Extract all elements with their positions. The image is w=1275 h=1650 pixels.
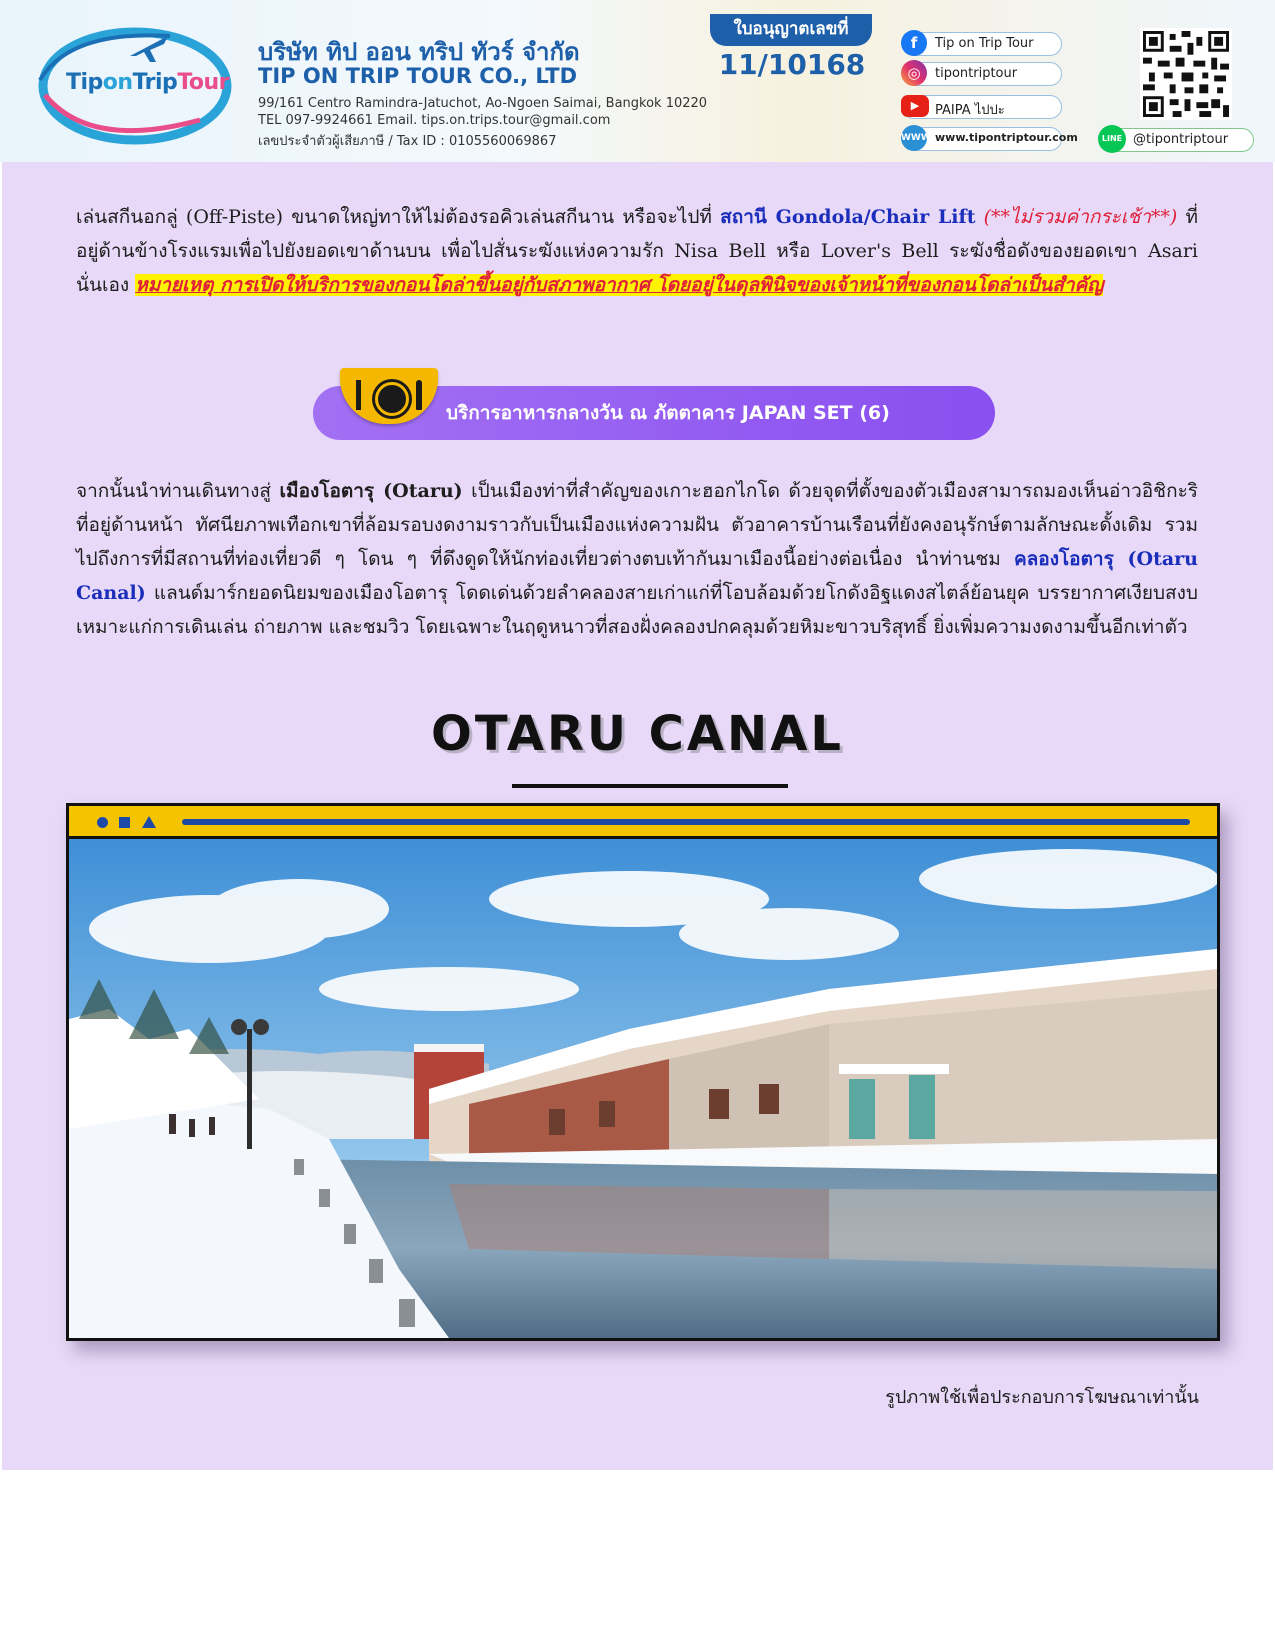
company-tax-id: เลขประจำตัวผู้เสียภาษี / Tax ID : 0105560069867 — [258, 134, 557, 149]
letterhead — [0, 0, 1275, 162]
facebook-link[interactable] — [902, 32, 1062, 56]
plate-icon — [375, 382, 409, 416]
facebook-label: Tip on Trip Tour — [935, 36, 1034, 51]
image-disclaimer: รูปภาพใช้เพื่อประกอบการโฆษณาเท่านั้น — [885, 1387, 1199, 1408]
youtube-icon: ▶ — [901, 95, 929, 117]
company-logo — [66, 70, 229, 95]
youtube-label: PAIPA ไปปะ — [935, 103, 1005, 118]
gondola-remark: หมายเหตุ การเปิดให้บริการของกอนโดล่าขึ้นอยู่กับสภาพอากาศ โดยอยู่ในดุลพินิจของเจ้าหน้าที่ของกอนโดล่าเป็นสำคัญ — [135, 274, 1104, 296]
photo-frame — [66, 803, 1220, 1341]
facebook-icon: f — [901, 30, 927, 56]
otaru-city: เมืองโอตารุ (Otaru) — [279, 480, 463, 502]
fork-icon — [356, 380, 361, 410]
globe-icon: WWW — [901, 125, 927, 151]
section-title: OTARU CANAL — [431, 706, 844, 762]
p2-text-3: แลนด์มาร์กยอดนิยมของเมืองโอตารุ โดดเด่นด้วยลำคลองสายเก่าแก่ที่โอบล้อมด้วยโกดังอิฐแดงสไตล์ย้อนยุค บรรยากาศเงียบสงบ เหมาะแก่การเดินเล่น ถ่ายภาพ และชมวิว โดยเฉพาะในฤดูหนาวที่สองฝั่งคลองปกคลุมด้วยหิมะขาวบริสุทธิ์ ยิ่งเพิ่มความงดงามขึ้นอีกเท่าตัว — [76, 582, 1198, 638]
line-link[interactable] — [1100, 128, 1254, 152]
triangle-icon — [142, 816, 156, 828]
p2-text-1: จากนั้นนำท่านเดินทางสู่ — [76, 480, 280, 502]
otaru-canal-name: คลองโอตารุ (Otaru Canal) — [76, 548, 1198, 604]
frame-toolbar — [69, 806, 1217, 839]
airplane-icon — [128, 30, 172, 66]
knife-icon — [416, 380, 422, 410]
license-number: 11/10168 — [718, 48, 866, 81]
gondola-station: สถานี Gondola/Chair Lift — [720, 206, 976, 228]
p2-text-2: เป็นเมืองท่าที่สำคัญของเกาะฮอกไกโด ด้วยจุดที่ตั้งของตัวเมืองสามารถมองเห็นอ่าวอิชิกะริที่อยู่ด้านหน้า ทัศนียภาพเทือกเขาที่ล้อมรอบงดงามราวกับเป็นเมืองแห่งความฝัน ตัวอาคารบ้านเรือนที่ยังคงอนุรักษ์ตามลักษณะดั้งเดิม รวมไปถึงการที่มีสถานที่ท่องเที่ยวดี ๆ โดน ๆ ที่ดึงดูดให้นักท่องเที่ยวต่างตบเท้ากันมาเมืองนี้อย่างต่อเนื่อง นำท่านชม — [76, 480, 1198, 570]
gondola-fee-note: (**ไม่รวมค่ากระเช้า**) — [975, 206, 1178, 228]
line-icon: LINE — [1098, 125, 1126, 153]
logo-tip: Tip — [66, 70, 103, 95]
line-label: @tipontriptour — [1133, 132, 1229, 147]
website-link[interactable] — [901, 127, 1078, 151]
company-name-thai: บริษัท ทิป ออน ทริป ทัวร์ จำกัด — [258, 38, 580, 66]
instagram-link[interactable] — [902, 62, 1062, 86]
company-name-english: TIP ON TRIP TOUR CO., LTD — [258, 64, 578, 88]
meal-label: บริการอาหารกลางวัน ณ ภัตตาคาร JAPAN SET (6) — [446, 402, 890, 424]
instagram-label: tipontriptour — [935, 66, 1018, 81]
otaru-paragraph — [76, 474, 1198, 644]
website-label: www.tipontriptour.com — [935, 131, 1078, 144]
title-underline — [512, 784, 788, 788]
circle-icon — [97, 817, 108, 828]
p1-text-1: เล่นสกีนอกลู่ (Off-Piste) ขนาดใหญ่ทาให้ไม่ต้องรอคิวเล่นสกีนาน หรือจะไปที่ — [76, 206, 721, 228]
square-icon — [119, 817, 130, 828]
company-address: 99/161 Centro Ramindra-Jatuchot, Ao-Ngoen Saimai, Bangkok 10220 — [258, 96, 708, 111]
qr-code-icon[interactable] — [1140, 28, 1232, 120]
instagram-icon: ◎ — [901, 60, 927, 86]
gondola-paragraph — [76, 200, 1198, 302]
license-label: ใบอนุญาตเลขที่ — [710, 14, 872, 46]
frame-address-bar — [182, 819, 1190, 825]
logo-trip: Trip — [132, 70, 178, 95]
logo-tour: Tour — [177, 70, 230, 95]
logo-on: on — [102, 70, 133, 95]
youtube-link[interactable] — [902, 95, 1062, 119]
otaru-canal-photo — [69, 839, 1217, 1338]
p1-text-2: ที่อยู่ด้านข้างโรงแรมเพื่อไปยังยอดเขาด้านบน เพื่อไปสั่นระฆังแห่งความรัก Nisa Bell หรือ Lover's Bell ระฆังชื่อดังของยอดเขา Asari นั่นเอง — [76, 206, 1198, 296]
company-contact: TEL 097-9924661 Email. tips.on.trips.tour@gmail.com — [258, 113, 611, 128]
